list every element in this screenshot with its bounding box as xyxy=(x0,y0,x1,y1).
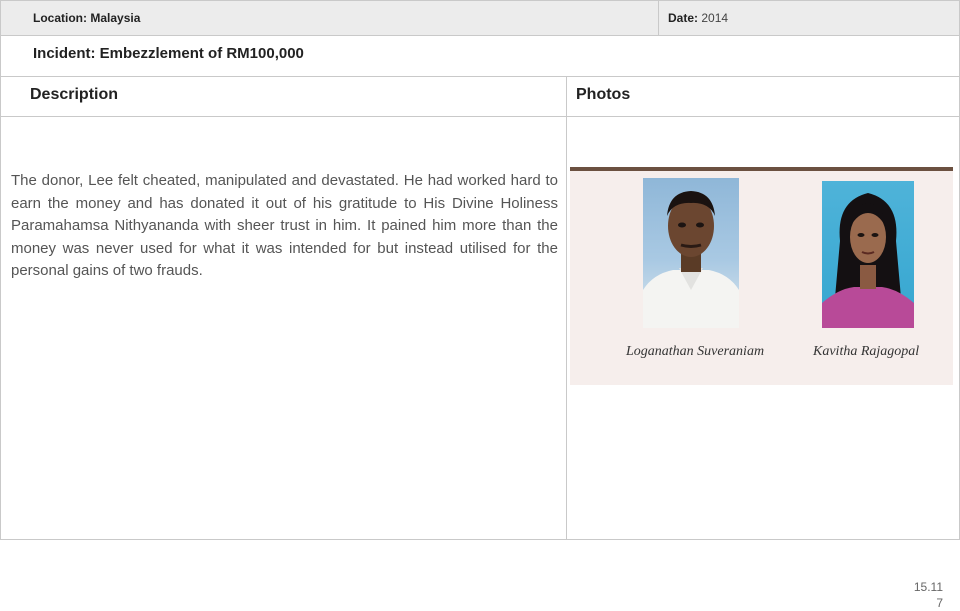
location-label: Location: xyxy=(33,11,87,25)
date-label: Date: xyxy=(668,11,699,25)
page-number-line-2: 7 xyxy=(936,596,943,610)
description-heading: Description xyxy=(1,76,567,117)
photo-caption-2: Kavitha Rajagopal xyxy=(813,344,920,359)
portrait-photo-woman xyxy=(822,181,914,328)
info-header-row xyxy=(0,0,960,36)
content-table xyxy=(0,76,960,610)
column-divider xyxy=(566,117,567,540)
portrait-photo-man xyxy=(643,178,739,328)
location-value: Malaysia xyxy=(90,11,141,25)
date-value: 2014 xyxy=(701,11,729,25)
photo-panel xyxy=(570,167,953,385)
page-number-line-1: 15.11 xyxy=(913,580,943,594)
location-cell xyxy=(1,1,659,35)
photos-heading: Photos xyxy=(567,76,959,117)
incident-title: Incident: Embezzlement of RM100,000 xyxy=(0,35,960,77)
page-number xyxy=(893,579,943,611)
description-text: The donor, Lee felt cheated, manipulated and devastated. He had worked hard to earn the money and has donated it out of his gratitude to His Divine Holiness Paramahamsa Nithyananda with sheer trust in him. It pained him more than the money was never used for what it was intended for but instead utilised for the personal gains of two frauds. xyxy=(11,172,558,279)
photo-divider-rule xyxy=(570,167,953,171)
date-cell xyxy=(659,1,959,35)
photo-caption-1: Loganathan Suveraniam xyxy=(626,344,765,359)
